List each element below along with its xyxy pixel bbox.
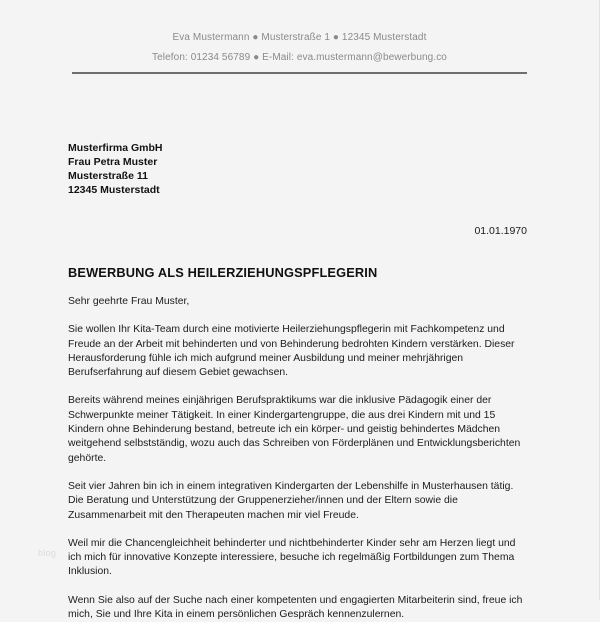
recipient-contact-person: Frau Petra Muster (68, 156, 158, 168)
letter-date: 01.01.1970 (474, 225, 527, 237)
recipient-address-block (68, 141, 163, 197)
salutation: Sehr geehrte Frau Muster, (68, 296, 190, 307)
letter-body (68, 295, 530, 622)
body-paragraph: Wenn Sie also auf der Suche nach einer kompetenten und engagierten Mitarbeiterin sind, freue ich mich, Sie und Ihre Kita in einem persönlichen Gespräch kennenzulernen. (68, 594, 523, 621)
body-paragraph: Sie wollen Ihr Kita-Team durch eine motivierte Heilerziehungspflegerin mit Fachkompetenz und Freude an der Arbeit mit behinderten und von Behinderung bedrohten Kindern verstärken. Dieser Herausforderung fühle ich mich aufgrund meiner Ausbildung und meiner mehrjährigen Berufserfahrung auf diesem Gebiet gewachsen. (68, 324, 515, 379)
letterhead-sender-address: Eva Mustermann ● Musterstraße 1 ● 12345 Musterstadt (172, 32, 427, 43)
letterhead-contact-details: Telefon: 01234 56789 ● E-Mail: eva.mustermann@bewerbung.co (152, 52, 447, 63)
recipient-street: Musterstraße 11 (68, 170, 148, 182)
recipient-city: 12345 Musterstadt (68, 184, 160, 196)
letterhead (72, 28, 527, 67)
body-paragraph: Bereits während meines einjährigen Berufspraktikums war die inklusive Pädagogik einer der Schwerpunkte meiner Tätigkeit. In einer Kindergartengruppe, die aus drei Kindern mit und 15 Kindern ohne Behinderung bestand, betreute ich ein körper- und geistig behindertes Mädchen weitgehend selbstständig, wozu auch das Schreiben von Förderplänen und Entwicklungsberichten gehörte. (68, 395, 521, 464)
recipient-company: Musterfirma GmbH (68, 142, 163, 154)
blog-watermark: blog (38, 548, 57, 558)
body-paragraph: Weil mir die Chancengleichheit behinderter und nichtbehinderter Kinder sehr am Herzen liegt und ich mich für innovative Konzepte interessiere, besuche ich regelmäßig Fortbildungen zum Thema Inklusion. (68, 537, 516, 578)
body-paragraph: Seit vier Jahren bin ich in einem integrativen Kindergarten der Lebenshilfe in Musterhausen tätig. Die Beratung und Unterstützung der Gruppenerzieher/innen und der Eltern sowie die Zusammenarbeit mit den Therapeuten machen mir viel Freude. (68, 480, 514, 521)
letter-subject-line: BEWERBUNG ALS HEILERZIEHUNGSPFLEGERIN (68, 265, 378, 280)
header-divider (72, 72, 527, 74)
